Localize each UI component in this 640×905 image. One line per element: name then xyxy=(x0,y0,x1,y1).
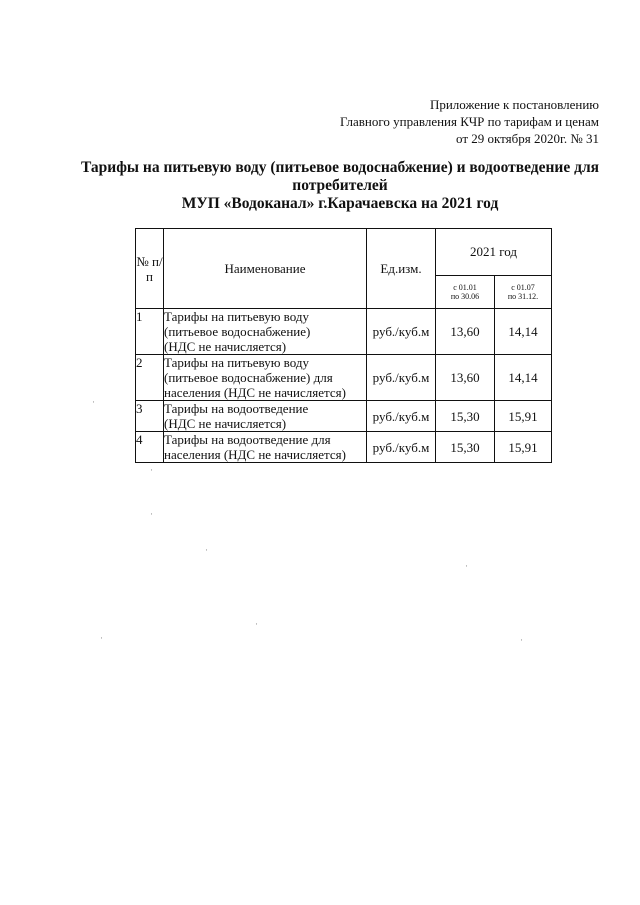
scan-speck: · xyxy=(100,633,103,643)
row-unit: руб./куб.м xyxy=(367,355,436,401)
table-row xyxy=(136,401,552,432)
title-line: потребителей xyxy=(292,177,388,194)
appendix-line: Приложение к постановлению xyxy=(429,97,599,112)
header-period-2-to: по 31.12. xyxy=(507,291,539,301)
appendix-line: Главного управления КЧР по тарифам и ценам xyxy=(339,114,599,129)
row-name-line: (питьевое водоснабжение) xyxy=(164,324,311,339)
scan-speck: · xyxy=(255,619,258,629)
scan-speck: · xyxy=(205,545,208,555)
row-name xyxy=(164,401,367,432)
scan-speck: · xyxy=(150,509,153,519)
header-name: Наименование xyxy=(164,229,367,309)
scan-speck: · xyxy=(465,561,468,571)
row-name xyxy=(164,355,367,401)
table-row xyxy=(136,432,552,463)
header-unit: Ед.изм. xyxy=(367,229,436,309)
row-name-line: (НДС не начисляется) xyxy=(164,416,287,431)
row-name xyxy=(164,432,367,463)
title-line: Тарифы на питьевую воду (питьевое водоснабжение) и водоотведение для xyxy=(80,159,600,176)
row-unit: руб./куб.м xyxy=(367,309,436,355)
scan-speck: · xyxy=(92,397,95,407)
row-name-line: Тарифы на питьевую воду xyxy=(164,309,309,324)
row-period-1-value: 15,30 xyxy=(436,401,495,432)
row-unit: руб./куб.м xyxy=(367,401,436,432)
document-title xyxy=(80,159,600,213)
row-period-1-value: 15,30 xyxy=(436,432,495,463)
tariffs-table xyxy=(135,228,552,463)
row-name-line: Тарифы на питьевую воду xyxy=(164,355,309,370)
header-period-2 xyxy=(495,275,552,308)
header-num: № п/п xyxy=(136,229,164,309)
header-year: 2021 год xyxy=(436,229,552,276)
row-name-line: населения (НДС не начисляется) xyxy=(164,447,346,462)
header-period-1-to: по 30.06 xyxy=(450,291,480,301)
row-period-2-value: 14,14 xyxy=(495,355,552,401)
row-name-line: (НДС не начисляется) xyxy=(164,339,287,354)
row-number: 3 xyxy=(136,401,164,432)
appendix-header xyxy=(340,96,599,147)
table-row xyxy=(136,309,552,355)
row-number: 4 xyxy=(136,432,164,463)
header-period-1 xyxy=(436,275,495,308)
row-period-2-value: 14,14 xyxy=(495,309,552,355)
row-period-2-value: 15,91 xyxy=(495,432,552,463)
appendix-line: от 29 октября 2020г. № 31 xyxy=(455,131,599,146)
row-period-1-value: 13,60 xyxy=(436,309,495,355)
header-period-2-from: с 01.07 xyxy=(511,282,535,292)
row-name-line: населения (НДС не начисляется) xyxy=(164,385,346,400)
row-name xyxy=(164,309,367,355)
row-name-line: Тарифы на водоотведение xyxy=(164,401,309,416)
header-period-1-from: с 01.01 xyxy=(453,282,477,292)
row-name-line: (питьевое водоснабжение) для xyxy=(164,370,333,385)
title-line: МУП «Водоканал» г.Карачаевска на 2021 год xyxy=(181,195,499,212)
row-period-1-value: 13,60 xyxy=(436,355,495,401)
row-number: 2 xyxy=(136,355,164,401)
scan-speck: · xyxy=(520,635,523,645)
table-row xyxy=(136,355,552,401)
scan-speck: · xyxy=(150,465,153,475)
row-name-line: Тарифы на водоотведение для xyxy=(164,432,331,447)
row-unit: руб./куб.м xyxy=(367,432,436,463)
row-period-2-value: 15,91 xyxy=(495,401,552,432)
row-number: 1 xyxy=(136,309,164,355)
